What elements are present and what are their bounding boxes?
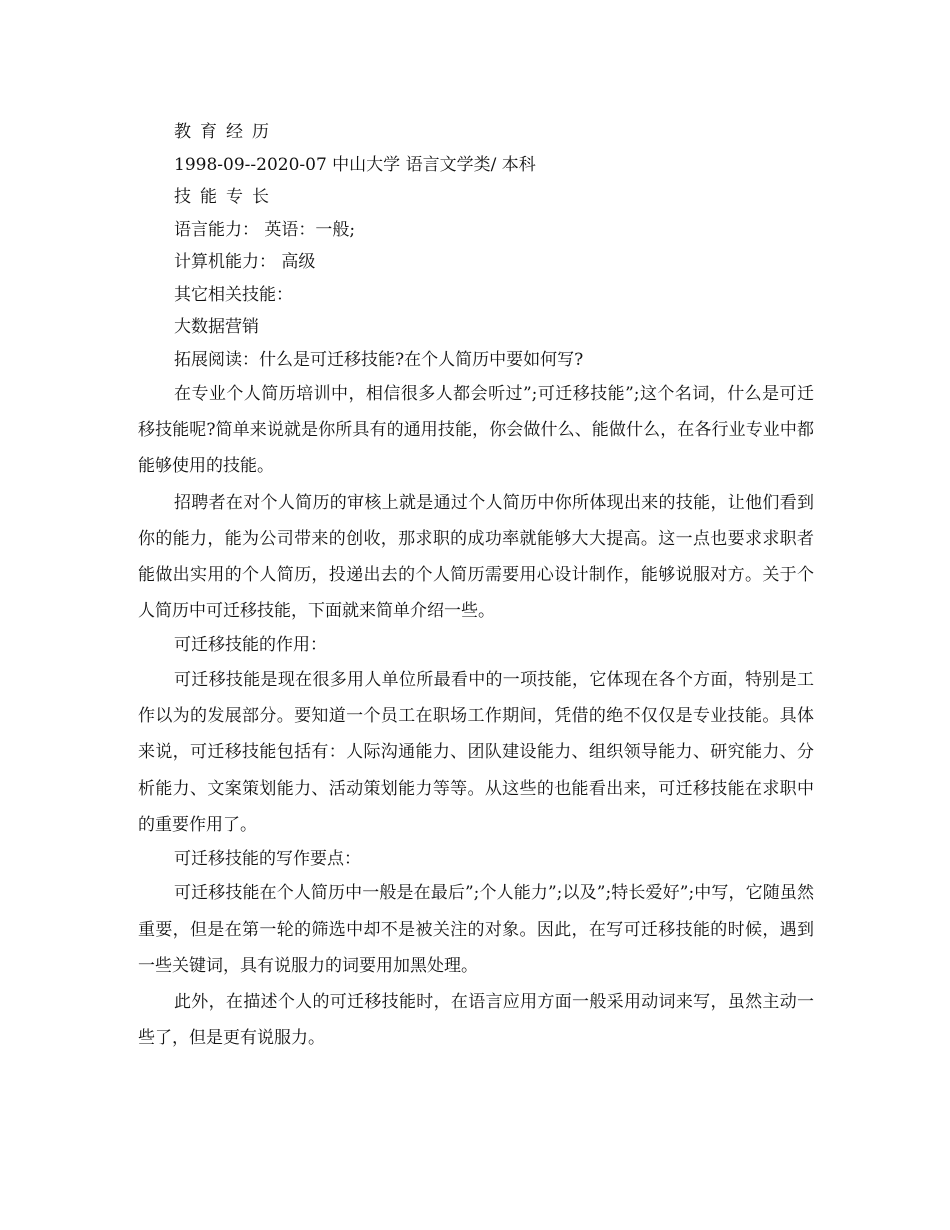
article-paragraph-1: 在专业个人简历培训中，相信很多人都会听过”;可迁移技能”;这个名词，什么是可迁移技能呢?简单来说就是你所具有的通用技能，你会做什么、能做什么，在各行业专业中都能够使用的技能。 — [138, 384, 814, 477]
article-paragraph-3: 可迁移技能是现在很多用人单位所最看中的一项技能，它体现在各个方面，特别是工作以为的发展部分。要知道一个员工在职场工作期间，凭借的绝不仅仅是专业技能。具体来说，可迁移技能包括有：人际沟通能力、团队建设能力、组织领导能力、研究能力、分析能力、文案策划能力、活动策划能力等等。从这些的也能看出来，可迁移技能在求职中的重要作用了。 — [138, 669, 814, 835]
article-title: 拓展阅读：什么是可迁移技能?在个人简历中要如何写? — [174, 349, 584, 370]
education-entry: 1998-09--2020-07 中山大学 语言文学类/ 本科 — [174, 154, 536, 175]
writing-points-heading: 可迁移技能的写作要点： — [174, 848, 361, 869]
other-skills-label: 其它相关技能： — [174, 284, 293, 305]
resume-page — [138, 116, 814, 1056]
article-paragraph-4: 可迁移技能在个人简历中一般是在最后”;个人能力”;以及”;特长爱好”;中写，它随虽然重要，但是在第一轮的筛选中却不是被关注的对象。因此，在写可迁移技能的时候，遇到一些关键词，具有说服力的词要用加黑处理。 — [138, 883, 814, 976]
computer-skill: 计算机能力： 高级 — [174, 252, 316, 272]
education-heading: 教育经历 — [174, 122, 278, 142]
article-paragraph-5: 此外，在描述个人的可迁移技能时，在语言应用方面一般采用动词来写，虽然主动一些了，但是更有说服力。 — [138, 992, 814, 1049]
article-paragraph-2: 招聘者在对个人简历的审核上就是通过个人简历中你所体现出来的技能，让他们看到你的能力，能为公司带来的创收，那求职的成功率就能够大大提高。这一点也要求求职者能做出实用的个人简历，投递出去的个人简历需要用心设计制作，能够说服对方。关于个人简历中可迁移技能，下面就来简单介绍一些。 — [138, 492, 814, 622]
other-skills-value: 大数据营销 — [174, 317, 259, 337]
language-skill: 语言能力： 英语：一般; — [174, 219, 356, 240]
skills-heading: 技能专长 — [174, 187, 278, 207]
role-heading: 可迁移技能的作用： — [174, 635, 327, 656]
